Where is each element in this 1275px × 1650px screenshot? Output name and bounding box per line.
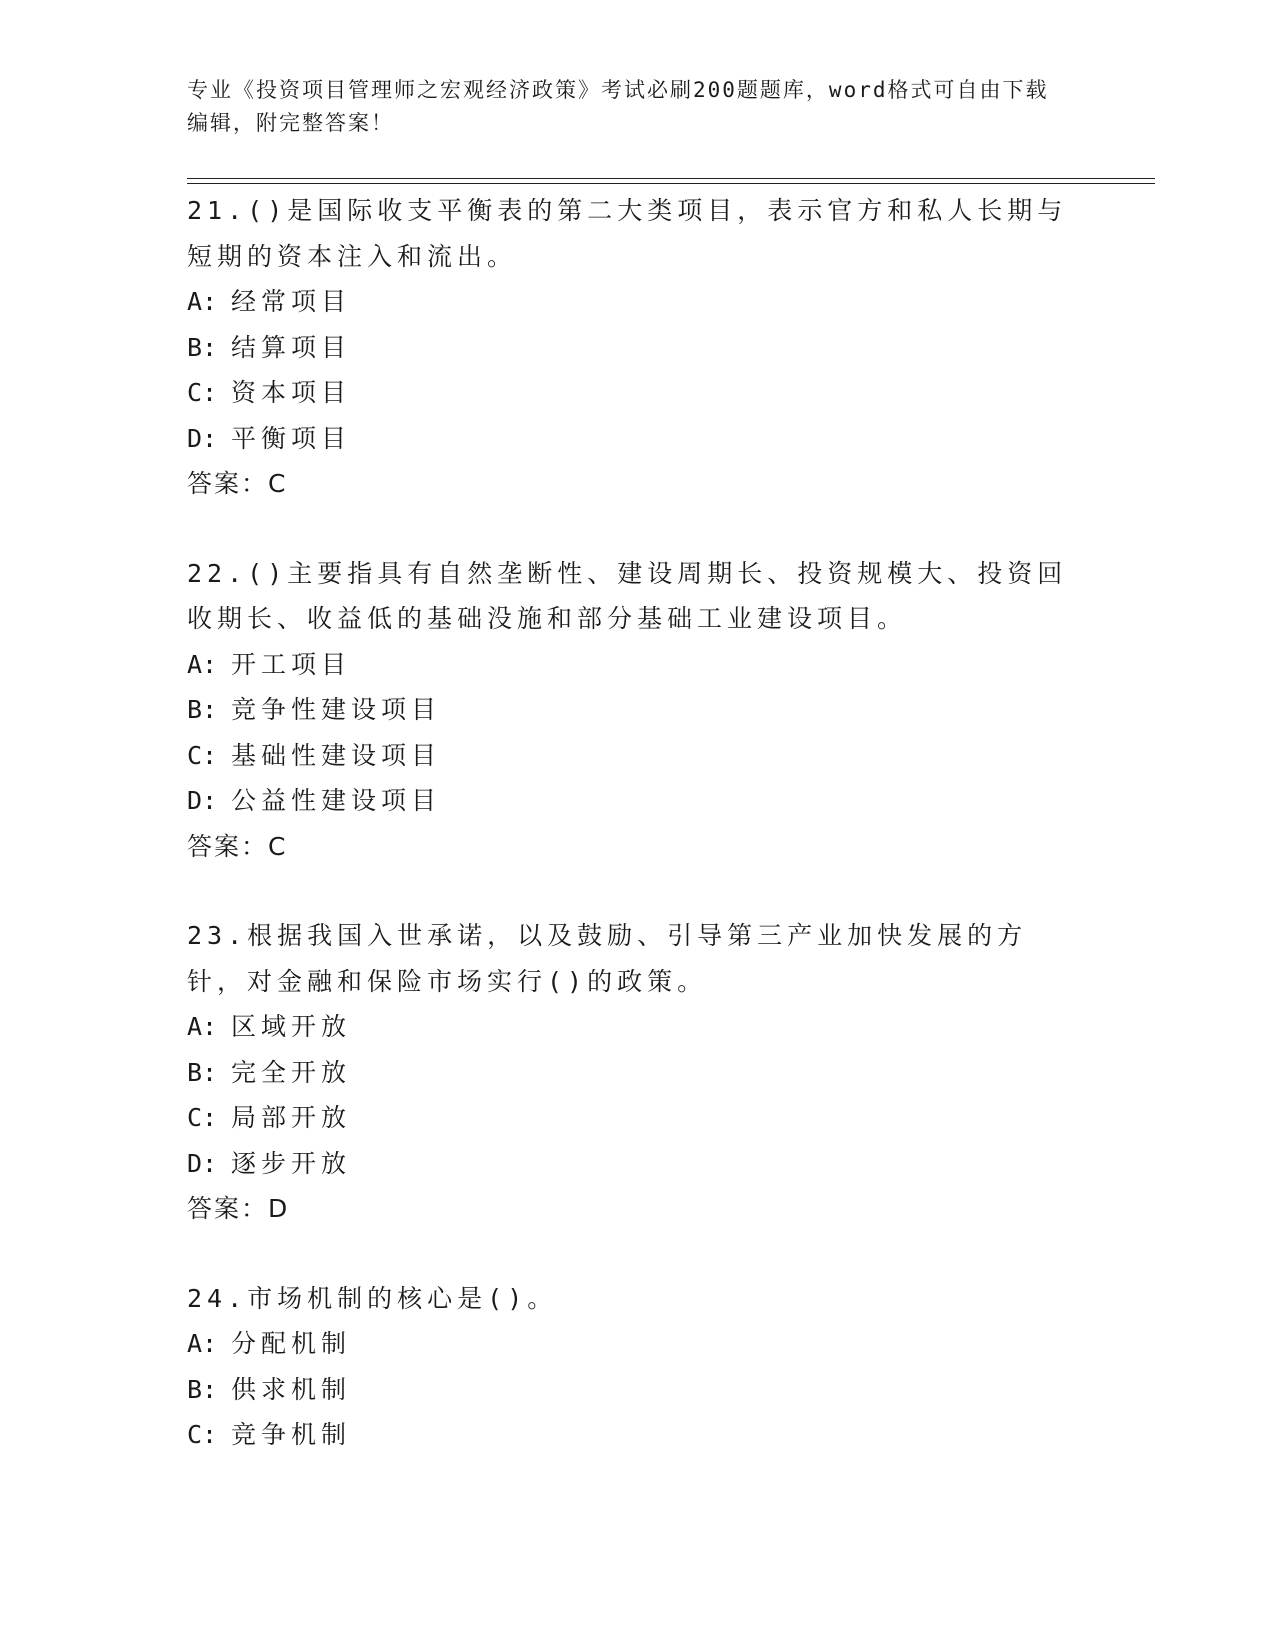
question-23 [187,913,1087,1232]
header-divider-top [187,178,1155,179]
document-intro: 专业《投资项目管理师之宏观经济政策》考试必刷200题题库，word格式可自由下载编辑，附完整答案！ [187,78,1049,135]
option-letter: A: [187,649,218,679]
option-text: 开工项目 [231,649,352,679]
question-list [187,188,1087,1502]
option-c [187,1095,1087,1141]
option-a [187,279,1087,325]
option-b [187,325,1087,371]
option-text: 平衡项目 [231,423,352,453]
question-stem: 24.市场机制的核心是()。 [187,1283,558,1313]
option-text: 基础性建设项目 [231,740,442,770]
option-b [187,1367,1087,1413]
answer-line: 答案：C [187,831,288,861]
option-letter: A: [187,287,218,316]
option-text: 区域开放 [231,1012,352,1041]
option-a [187,1321,1087,1367]
option-text: 结算项目 [231,332,352,362]
option-letter: A: [187,1329,218,1358]
option-letter: D: [187,1148,218,1178]
option-letter: C: [187,1420,218,1449]
option-text: 经常项目 [231,287,352,316]
option-letter: C: [187,740,218,770]
option-text: 资本项目 [231,378,352,407]
option-letter: D: [187,786,218,815]
option-d [187,416,1087,462]
option-c [187,733,1087,779]
question-stem: 21.()是国际收支平衡表的第二大类项目，表示官方和私人长期与短期的资本注入和流出。 [187,196,1068,271]
option-b [187,1050,1087,1096]
question-21 [187,188,1087,507]
option-letter: B: [187,695,218,724]
option-d [187,1141,1087,1187]
question-stem: 23.根据我国入世承诺，以及鼓励、引导第三产业加快发展的方针，对金融和保险市场实行()的政策。 [187,921,1028,996]
question-stem: 22.()主要指具有自然垄断性、建设周期长、投资规模大、投资回收期长、收益低的基础没施和部分基础工业建设项目。 [187,558,1068,633]
option-a [187,642,1087,688]
question-22 [187,551,1087,870]
option-text: 竞争机制 [231,1420,352,1449]
answer-line: 答案：D [187,1194,290,1223]
option-c [187,1412,1087,1458]
option-c [187,370,1087,416]
option-letter: B: [187,332,218,362]
option-d [187,778,1087,824]
option-text: 逐步开放 [231,1148,352,1178]
option-text: 局部开放 [231,1103,352,1132]
option-letter: C: [187,1103,218,1132]
header-divider-bottom [187,183,1155,184]
option-text: 完全开放 [231,1057,352,1087]
option-letter: B: [187,1057,218,1087]
option-text: 竞争性建设项目 [231,695,442,724]
option-letter: D: [187,423,218,453]
option-text: 分配机制 [231,1329,352,1358]
option-letter: B: [187,1374,218,1404]
option-letter: C: [187,378,218,407]
answer-line: 答案：C [187,469,288,498]
question-24 [187,1276,1087,1458]
option-text: 供求机制 [231,1374,352,1404]
option-a [187,1004,1087,1050]
option-letter: A: [187,1012,218,1041]
option-text: 公益性建设项目 [231,786,442,815]
option-b [187,687,1087,733]
